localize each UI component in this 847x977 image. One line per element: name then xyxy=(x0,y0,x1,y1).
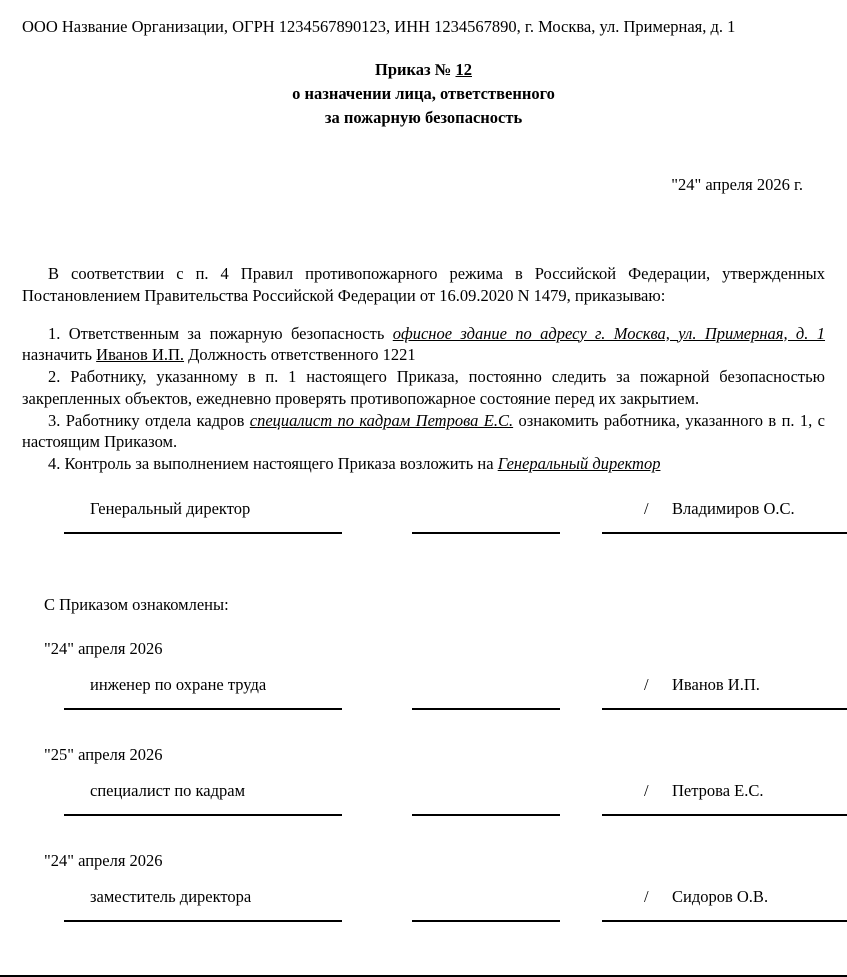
acknowledgement-name-0: Иванов И.П. xyxy=(672,674,760,694)
acknowledgement-slash-1: / xyxy=(644,780,649,800)
organization-header: ООО Название Организации, ОГРН 1234567890123, ИНН 1234567890, г. Москва, ул. Примерная, д. 1 xyxy=(22,17,736,36)
paragraph-item-3 xyxy=(22,410,825,454)
item3-text-before: 3. Работнику отдела кадров xyxy=(48,410,250,430)
acknowledgement-rule-sign-0 xyxy=(412,708,560,710)
acknowledgement-row-0 xyxy=(22,675,825,721)
paragraph-item-1 xyxy=(22,323,825,367)
signature-position: Генеральный директор xyxy=(90,498,251,518)
acknowledgement-slash-0: / xyxy=(644,674,649,694)
acknowledgement-rule-sign-2 xyxy=(412,920,560,922)
acknowledgement-name-1: Петрова Е.С. xyxy=(672,780,764,800)
acknowledgement-position-0: инженер по охране труда xyxy=(90,674,267,694)
acknowledgement-rule-sign-1 xyxy=(412,814,560,816)
acknowledgement-slash-2: / xyxy=(644,886,649,906)
item4-person-value: Генеральный директор xyxy=(497,454,661,474)
order-title-line xyxy=(22,58,825,82)
acknowledgement-row-2 xyxy=(22,887,825,933)
item3-text-after: ознакомить работника, указанного в п. 1, с настоящим Приказом. xyxy=(22,410,825,452)
signature-name: Владимиров О.С. xyxy=(672,498,795,518)
paragraph-preamble: В соответствии с п. 4 Правил противопожарного режима в Российской Федерации, утвержденных Постановлением Правительства Российской Федерации от 16.09.2020 N 1479, приказываю: xyxy=(22,264,825,305)
order-title-prefix: Приказ № xyxy=(375,60,456,80)
item1-text-middle: назначить xyxy=(22,345,97,365)
item1-text-before: 1. Ответственным за пожарную безопасность xyxy=(48,323,393,343)
item1-text-after: Должность ответственного 1221 xyxy=(184,345,416,365)
acknowledgement-rule-position-2 xyxy=(64,920,342,922)
acknowledgement-rule-position-0 xyxy=(64,708,342,710)
acknowledgement-heading: С Приказом ознакомлены: xyxy=(44,594,229,614)
paragraph-item-2: 2. Работнику, указанному в п. 1 настоящего Приказа, постоянно следить за пожарной безопасностью закрепленных объектов, ежедневно проверять противопожарное состояние перед их закрытием. xyxy=(22,367,825,408)
acknowledgement-row-1 xyxy=(22,781,825,827)
signature-row-director xyxy=(22,499,825,545)
acknowledgement-name-2: Сидоров О.В. xyxy=(672,886,769,906)
acknowledgement-date-2: "24" апреля 2026 xyxy=(44,850,163,870)
document-title xyxy=(22,58,825,130)
paragraph-item-4 xyxy=(22,453,825,475)
signature-rule-sign xyxy=(412,532,560,534)
acknowledgement-position-2: заместитель директора xyxy=(90,886,252,906)
acknowledgement-rule-name-0 xyxy=(602,708,847,710)
subtitle-line-2: за пожарную безопасность xyxy=(324,108,523,128)
acknowledgement-rule-name-2 xyxy=(602,920,847,922)
item4-text-before: 4. Контроль за выполнением настоящего Приказа возложить на xyxy=(48,454,498,474)
signature-rule-name xyxy=(602,532,847,534)
acknowledgement-date-0: "24" апреля 2026 xyxy=(44,638,163,658)
acknowledgement-date-1: "25" апреля 2026 xyxy=(44,744,163,764)
signature-rule-position xyxy=(64,532,342,534)
item3-person-value: специалист по кадрам Петрова Е.С. xyxy=(249,410,514,430)
acknowledgement-rule-position-1 xyxy=(64,814,342,816)
signature-slash: / xyxy=(644,498,649,518)
acknowledgement-position-1: специалист по кадрам xyxy=(90,780,246,800)
order-number: 12 xyxy=(455,60,472,80)
document-body xyxy=(22,263,825,475)
item1-person-value: Иванов И.П. xyxy=(96,345,185,365)
acknowledgement-rule-name-1 xyxy=(602,814,847,816)
subtitle-line-1: о назначении лица, ответственного xyxy=(292,84,555,104)
document-date: "24" апреля 2026 г. xyxy=(671,175,803,195)
item1-object-value: офисное здание по адресу г. Москва, ул. Примерная, д. 1 xyxy=(392,323,826,343)
